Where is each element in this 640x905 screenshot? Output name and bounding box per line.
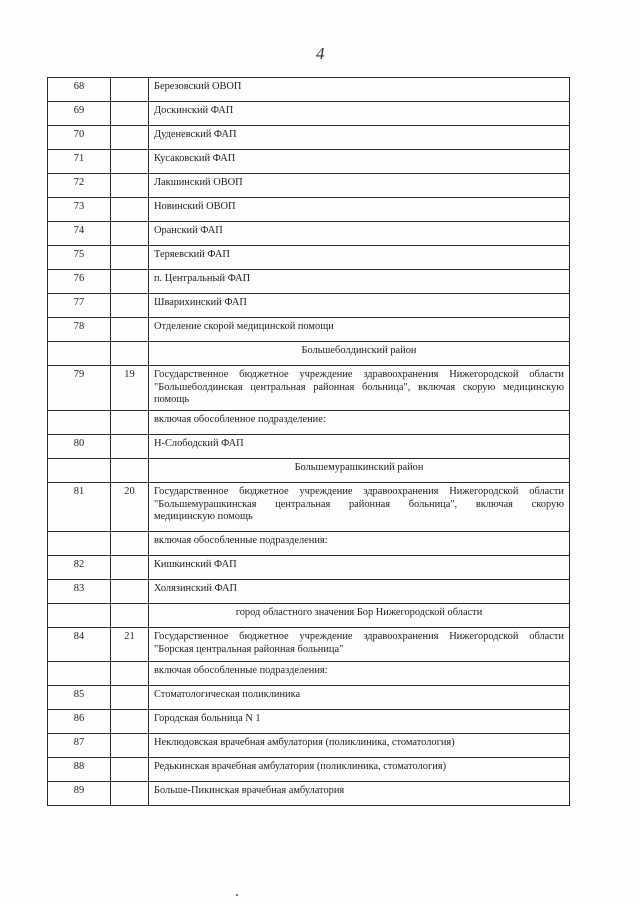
- table-row: [48, 198, 570, 222]
- row-name: Больше-Пикинская врачебная амбулатория: [149, 782, 570, 806]
- row-name: Городская больница N 1: [149, 710, 570, 734]
- table-row: [48, 246, 570, 270]
- table-row: [48, 174, 570, 198]
- institution-number: [111, 318, 149, 342]
- row-number: 83: [48, 580, 111, 604]
- table-row: [48, 556, 570, 580]
- district-heading-row: [48, 604, 570, 628]
- institution-number: [111, 294, 149, 318]
- row-number: 80: [48, 435, 111, 459]
- row-number: 86: [48, 710, 111, 734]
- table-row: [48, 435, 570, 459]
- row-number: 76: [48, 270, 111, 294]
- row-number: 77: [48, 294, 111, 318]
- institution-number: [111, 174, 149, 198]
- table-row: [48, 126, 570, 150]
- row-name: Лакшинский ОВОП: [149, 174, 570, 198]
- institution-number: 21: [111, 628, 149, 662]
- district-heading: Большемурашкинский район: [149, 459, 570, 483]
- row-number: 81: [48, 483, 111, 532]
- row-name: п. Центральный ФАП: [149, 270, 570, 294]
- row-number: 79: [48, 366, 111, 411]
- subdivision-caption: включая обособленное подразделение:: [149, 411, 570, 435]
- table-row: [48, 710, 570, 734]
- row-name: Неклюдовская врачебная амбулатория (поликлиника, стоматология): [149, 734, 570, 758]
- institution-number: [111, 459, 149, 483]
- row-number: 89: [48, 782, 111, 806]
- table-row: [48, 222, 570, 246]
- row-number: 75: [48, 246, 111, 270]
- subdivision-caption: включая обособленные подразделения:: [149, 662, 570, 686]
- institution-number: [111, 532, 149, 556]
- institution-name-line: "Большемурашкинская центральная районная больница", включая скорую: [154, 498, 564, 510]
- row-number: 71: [48, 150, 111, 174]
- row-name: Кусаковский ФАП: [149, 150, 570, 174]
- institution-name: Государственное бюджетное учреждение здравоохранения Нижегородской области "Большеболдинская центральная районная больница", включая скорую медицинскую помощь: [149, 366, 570, 411]
- institution-number: [111, 580, 149, 604]
- table-row: [48, 150, 570, 174]
- subdivision-caption-row: [48, 532, 570, 556]
- institution-number: [111, 342, 149, 366]
- institution-name-line: Государственное бюджетное учреждение здравоохранения Нижегородской области: [154, 486, 564, 498]
- row-name: Оранский ФАП: [149, 222, 570, 246]
- row-name: Теряевский ФАП: [149, 246, 570, 270]
- institution-number: [111, 435, 149, 459]
- district-heading: город областного значения Бор Нижегородской области: [149, 604, 570, 628]
- row-name: Холязинский ФАП: [149, 580, 570, 604]
- row-number: [48, 459, 111, 483]
- institution-number: [111, 604, 149, 628]
- institution-name: [149, 483, 570, 532]
- table-row: [48, 318, 570, 342]
- row-number: 78: [48, 318, 111, 342]
- row-number: 85: [48, 686, 111, 710]
- table-row: [48, 270, 570, 294]
- row-number: 68: [48, 78, 111, 102]
- institution-row: [48, 366, 570, 411]
- institution-name: Государственное бюджетное учреждение здравоохранения Нижегородской области "Борская центральная районная больница": [149, 628, 570, 662]
- row-name: Новинский ОВОП: [149, 198, 570, 222]
- institution-number: [111, 710, 149, 734]
- row-number: 69: [48, 102, 111, 126]
- institution-number: [111, 126, 149, 150]
- institution-number: [111, 150, 149, 174]
- institution-number: [111, 556, 149, 580]
- table-row: [48, 294, 570, 318]
- row-number: [48, 411, 111, 435]
- row-number: 84: [48, 628, 111, 662]
- row-number: 70: [48, 126, 111, 150]
- institution-number: 20: [111, 483, 149, 532]
- table-row: [48, 734, 570, 758]
- row-name: Отделение скорой медицинской помощи: [149, 318, 570, 342]
- district-heading-row: [48, 342, 570, 366]
- institution-number: [111, 662, 149, 686]
- row-name: Стоматологическая поликлиника: [149, 686, 570, 710]
- table-row: [48, 102, 570, 126]
- district-heading-row: [48, 459, 570, 483]
- registry-table: [47, 77, 570, 806]
- institution-number: [111, 78, 149, 102]
- table-row: [48, 782, 570, 806]
- institution-name-line: медицинскую помощь: [154, 511, 253, 523]
- row-number: [48, 662, 111, 686]
- subdivision-caption: включая обособленные подразделения:: [149, 532, 570, 556]
- row-number: 88: [48, 758, 111, 782]
- table-row: [48, 580, 570, 604]
- row-number: [48, 342, 111, 366]
- row-name: Н-Слободский ФАП: [149, 435, 570, 459]
- institution-number: [111, 686, 149, 710]
- row-name: Кишкинский ФАП: [149, 556, 570, 580]
- row-number: 87: [48, 734, 111, 758]
- page-number: 4: [316, 44, 325, 63]
- subdivision-caption-row: [48, 662, 570, 686]
- institution-number: [111, 198, 149, 222]
- table-row: [48, 686, 570, 710]
- row-name: Дуденевский ФАП: [149, 126, 570, 150]
- institution-row: [48, 628, 570, 662]
- district-heading: Большеболдинский район: [149, 342, 570, 366]
- row-name: Шварихинский ФАП: [149, 294, 570, 318]
- row-name: Редькинская врачебная амбулатория (поликлиника, стоматология): [149, 758, 570, 782]
- institution-number: [111, 411, 149, 435]
- institution-number: [111, 758, 149, 782]
- row-name: Доскинский ФАП: [149, 102, 570, 126]
- row-number: 73: [48, 198, 111, 222]
- institution-number: [111, 246, 149, 270]
- institution-number: [111, 734, 149, 758]
- table-row: [48, 78, 570, 102]
- scan-speck: [236, 894, 238, 896]
- row-name: Березовский ОВОП: [149, 78, 570, 102]
- institution-number: [111, 102, 149, 126]
- row-number: [48, 604, 111, 628]
- row-number: 72: [48, 174, 111, 198]
- row-number: 82: [48, 556, 111, 580]
- institution-number: [111, 270, 149, 294]
- row-number: 74: [48, 222, 111, 246]
- institution-number: [111, 782, 149, 806]
- institution-row: [48, 483, 570, 532]
- row-number: [48, 532, 111, 556]
- institution-number: 19: [111, 366, 149, 411]
- institution-number: [111, 222, 149, 246]
- subdivision-caption-row: [48, 411, 570, 435]
- table-row: [48, 758, 570, 782]
